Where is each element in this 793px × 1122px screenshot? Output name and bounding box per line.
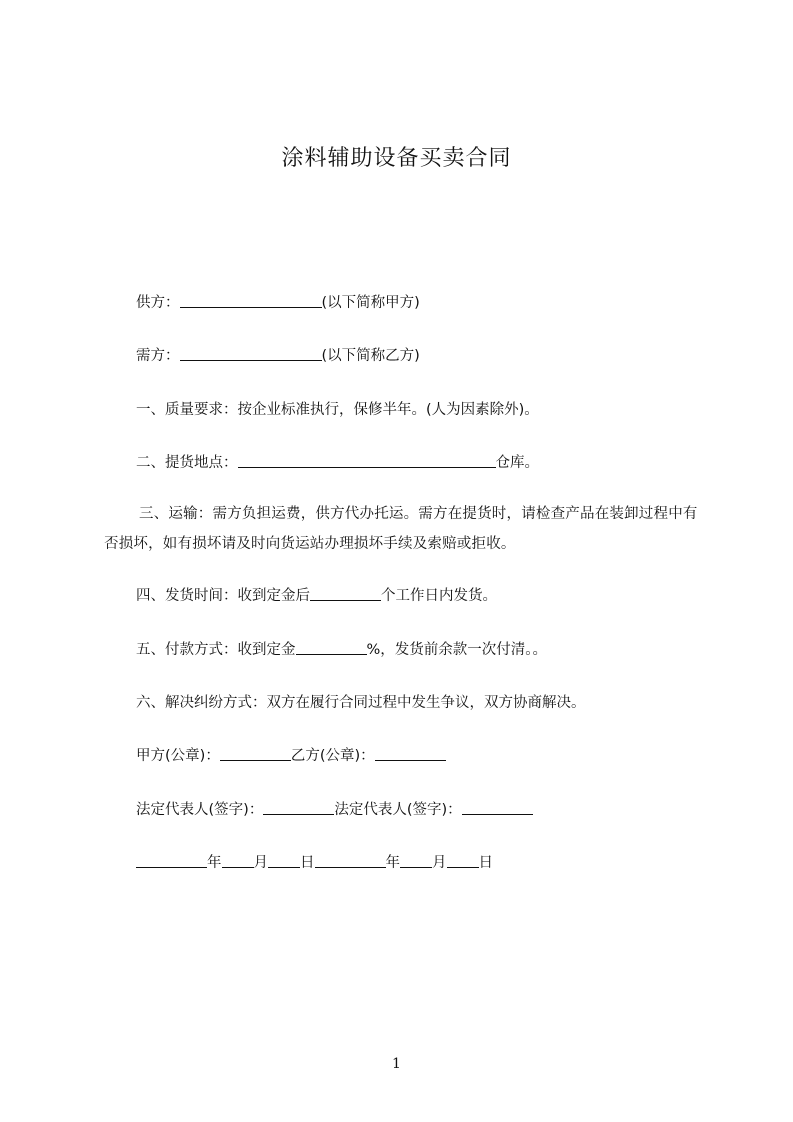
delivery-label: 四、发货时间：收到定金后: [136, 588, 310, 604]
clause-payment-line: [136, 638, 547, 659]
party-b-seal-label: 乙方(公章)：: [290, 748, 375, 764]
rep-a-signature-blank[interactable]: [263, 800, 334, 815]
buyer-suffix: (以下简称乙方): [321, 348, 420, 364]
payment-suffix: %，发货前余款一次付清。。: [366, 642, 548, 658]
clause-quality: 一、质量要求：按企业标准执行，保修半年。(人为因素除外)。: [136, 402, 539, 418]
day-b-label: 日: [478, 855, 493, 871]
date-line: [136, 851, 493, 872]
deposit-percent-blank[interactable]: [296, 640, 367, 655]
year-a-blank[interactable]: [136, 853, 207, 868]
day-a-label: 日: [300, 855, 315, 871]
pickup-suffix: 仓库。: [495, 455, 539, 471]
clause-dispute: 六、解决纠纷方式：双方在履行合同过程中发生争议，双方协商解决。: [136, 695, 586, 711]
rep-a-label: 法定代表人(签字)：: [136, 802, 264, 818]
supplier-suffix: (以下简称甲方): [321, 295, 420, 311]
signature-line: [136, 798, 533, 819]
supplier-line: [136, 291, 420, 312]
page-number: 1: [392, 1056, 401, 1072]
clause-pickup-line: [136, 451, 539, 472]
payment-label: 五、付款方式：收到定金: [136, 642, 296, 658]
year-a-label: 年: [207, 855, 222, 871]
month-a-blank[interactable]: [222, 853, 254, 868]
month-b-label: 月: [432, 855, 447, 871]
buyer-line: [136, 344, 420, 365]
year-b-blank[interactable]: [315, 853, 386, 868]
clause-delivery-line: [136, 584, 497, 605]
delivery-suffix: 个工作日内发货。: [381, 588, 497, 604]
party-a-seal-blank[interactable]: [220, 746, 291, 761]
document-title: 涂料辅助设备买卖合同: [281, 146, 512, 171]
clause-transport: 三、运输：需方负担运费，供方代办托运。需方在提货时，请检查产品在装卸过程中有否损坏，如有损坏请及时向货运站办理损坏手续及索赔或拒收。: [104, 506, 698, 552]
day-b-blank[interactable]: [447, 853, 479, 868]
month-a-label: 月: [253, 855, 268, 871]
month-b-blank[interactable]: [400, 853, 432, 868]
party-b-seal-blank[interactable]: [375, 746, 446, 761]
supplier-blank[interactable]: [180, 293, 322, 308]
seal-line: [136, 744, 446, 765]
delivery-days-blank[interactable]: [310, 586, 381, 601]
day-a-blank[interactable]: [268, 853, 300, 868]
pickup-location-blank[interactable]: [238, 453, 496, 468]
buyer-blank[interactable]: [180, 346, 322, 361]
rep-b-label: 法定代表人(签字)：: [334, 802, 462, 818]
pickup-label: 二、提货地点：: [136, 455, 238, 471]
year-b-label: 年: [385, 855, 400, 871]
rep-b-signature-blank[interactable]: [462, 800, 533, 815]
party-a-seal-label: 甲方(公章)：: [136, 748, 220, 764]
buyer-label: 需方：: [136, 348, 180, 364]
supplier-label: 供方：: [136, 295, 180, 311]
